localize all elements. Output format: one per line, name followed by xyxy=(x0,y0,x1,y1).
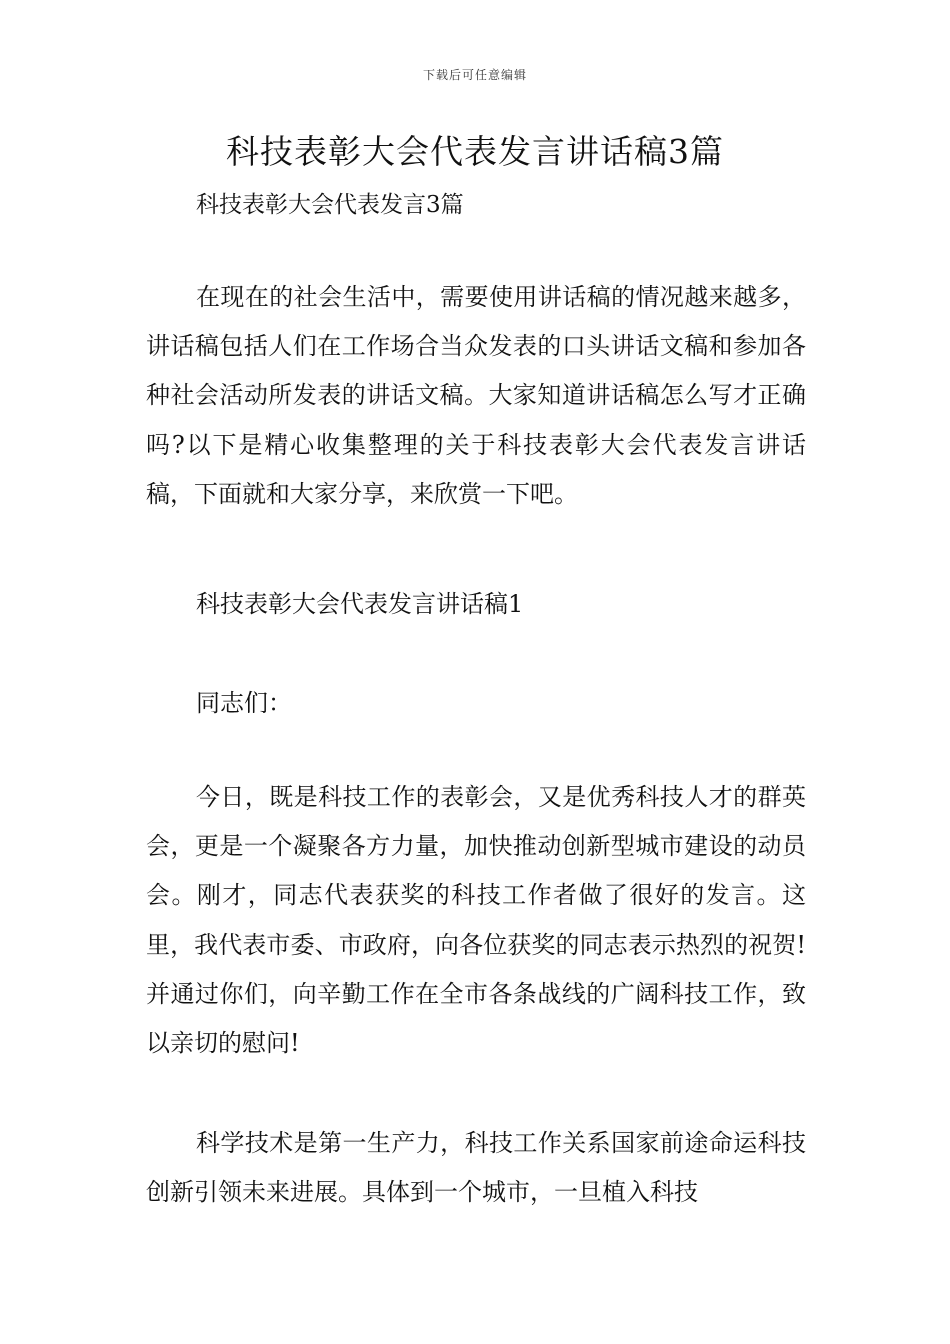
document-subtitle: 科技表彰大会代表发言3篇 xyxy=(196,192,464,218)
salutation: 同志们： xyxy=(196,689,292,717)
header-note: 下载后可任意编辑 xyxy=(422,68,527,82)
document-title: 科技表彰大会代表发言讲话稿3篇 xyxy=(226,132,724,171)
section-heading: 科技表彰大会代表发言讲话稿1 xyxy=(196,590,524,618)
body-paragraph-1: 今日，既是科技工作的表彰会，又是优秀科技人才的群英会，更是一个凝聚各方力量，加快推动创新型城市建设的动员会。刚才，同志代表获奖的科技工作者做了很好的发言。这里，我代表市委、市政府，向各位获奖的同志表示热烈的祝贺!并通过你们，向辛勤工作在全市各条战线的广阔科技工作，致以亲切的慰问! xyxy=(146,783,806,1058)
intro-paragraph: 在现在的社会生活中，需要使用讲话稿的情况越来越多，讲话稿包括人们在工作场合当众发表的口头讲话文稿和参加各种社会活动所发表的讲话文稿。大家知道讲话稿怎么写才正确吗?以下是精心收集整理的关于科技表彰大会代表发言讲话稿，下面就和大家分享，来欣赏一下吧。 xyxy=(146,283,806,508)
body-paragraph-2: 科学技术是第一生产力，科技工作关系国家前途命运科技创新引领未来进展。具体到一个城市，一旦植入科技 xyxy=(146,1129,806,1207)
